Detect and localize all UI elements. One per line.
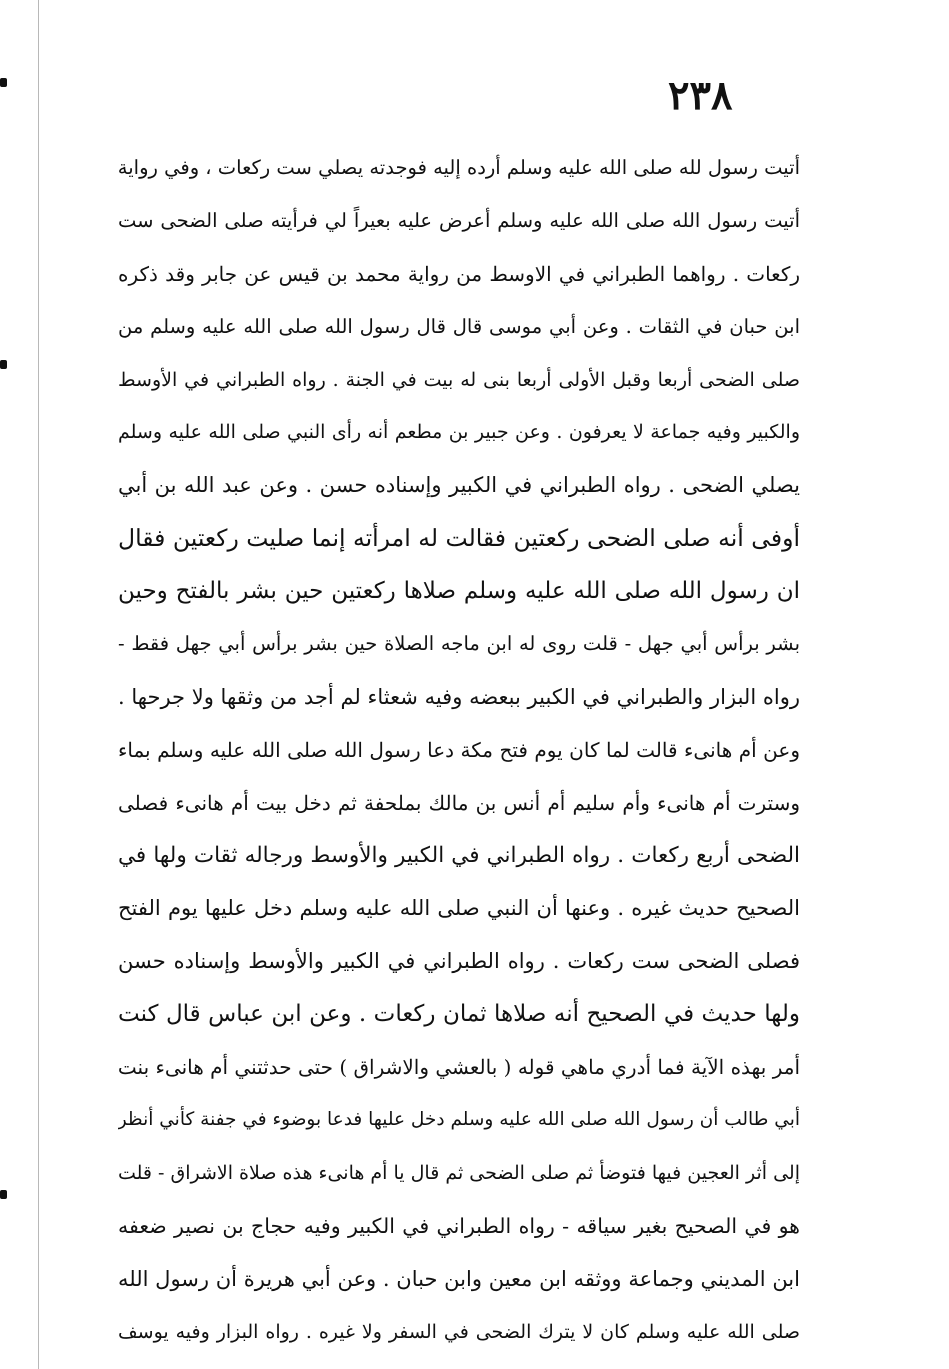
text-line: ابن حبان في الثقات . وعن أبي موسى قال قال رسول الله صلى الله عليه وسلم من bbox=[118, 314, 800, 338]
text-line: وسترت أم هانىء وأم سليم أم أنس بن مالك بملحفة ثم دخل بيت أم هانىء فصلى bbox=[118, 790, 800, 815]
text-line: ركعات . رواهما الطبراني في الاوسط من رواية محمد بن قيس عن جابر وقد ذكره bbox=[118, 261, 800, 286]
text-line: والكبير وفيه جماعة لا يعرفون . وعن جبير بن مطعم أنه رأى النبي صلى الله عليه وسلم bbox=[118, 421, 800, 444]
text-line: أبي طالب أن رسول الله صلى الله عليه وسلم دخل عليها فدعا بوضوء في جفنة كأني أنظر bbox=[118, 1109, 800, 1131]
text-line: الضحى أربع ركعات . رواه الطبراني في الكبير والأوسط ورجاله ثقات ولها في bbox=[118, 842, 800, 868]
text-line: أتيت رسول الله صلى الله عليه وسلم أعرض عليه بعيراً لي فرأيته صلى الضحى ست bbox=[118, 208, 800, 232]
text-line: ولها حديث في الصحيح أنه صلاها ثمان ركعات . وعن ابن عباس قال كنت bbox=[118, 1001, 800, 1028]
left-margin-rule bbox=[38, 0, 39, 1369]
text-line: هو في الصحيح بغير سياقه - رواه الطبراني في الكبير وفيه حجاج بن نصير ضعفه bbox=[118, 1213, 800, 1238]
text-line: ابن المديني وجماعة ووثقه ابن معين وابن حبان . وعن أبي هريرة أن رسول الله bbox=[118, 1266, 800, 1291]
text-line: ان رسول الله صلى الله عليه وسلم صلاها ركعتين حين بشر بالفتح وحين bbox=[118, 578, 800, 605]
text-line: أتيت رسول لله صلى الله عليه وسلم أرده إليه فوجدته يصلي ست ركعات ، وفي رواية bbox=[118, 156, 800, 179]
text-line: أوفى أنه صلى الضحى ركعتين فقالت له امرأته إنما صليت ركعتين فقال bbox=[118, 524, 800, 553]
text-line: يصلي الضحى . رواه الطبراني في الكبير وإسناده حسن . وعن عبد الله بن أبي bbox=[118, 473, 800, 498]
text-line: وعن أم هانىء قالت لما كان يوم فتح مكة دعا رسول الله صلى الله عليه وسلم بماء bbox=[118, 737, 800, 762]
margin-mark bbox=[0, 78, 7, 87]
text-line: فصلى الضحى ست ركعات . رواه الطبراني في الكبير والأوسط وإسناده حسن bbox=[118, 949, 800, 974]
page-number: ٢٣٨ bbox=[668, 72, 733, 119]
text-line: بشر برأس أبي جهل - قلت روى له ابن ماجه الصلاة حين بشر برأس أبي جهل فقط - bbox=[118, 632, 800, 656]
text-line: الصحيح حديث غيره . وعنها أن النبي صلى الله عليه وسلم دخل عليها يوم الفتح bbox=[118, 896, 800, 921]
text-line: أمر بهذه الآية فما أدري ماهي قوله ( بالعشي والاشراق ) حتى حدثتني أم هانىء بنت bbox=[118, 1055, 800, 1080]
text-line: إلى أثر العجين فيها فتوضأ ثم صلى الضحى ثم قال يا أم هانىء هذه صلاة الاشراق - قلت bbox=[118, 1161, 800, 1184]
margin-mark bbox=[0, 1190, 7, 1199]
body-text bbox=[118, 142, 800, 1358]
margin-mark bbox=[0, 360, 7, 369]
text-line: صلى الضحى أربعا وقبل الأولى أربعا بنى له بيت في الجنة . رواه الطبراني في الأوسط bbox=[118, 368, 800, 391]
text-line: رواه البزار والطبراني في الكبير ببعضه وفيه شعثاء لم أجد من وثقها ولا جرحها . bbox=[118, 684, 800, 709]
text-line: صلى الله عليه وسلم كان لا يترك الضحى في السفر ولا غيره . رواه البزار وفيه يوسف bbox=[118, 1320, 800, 1343]
